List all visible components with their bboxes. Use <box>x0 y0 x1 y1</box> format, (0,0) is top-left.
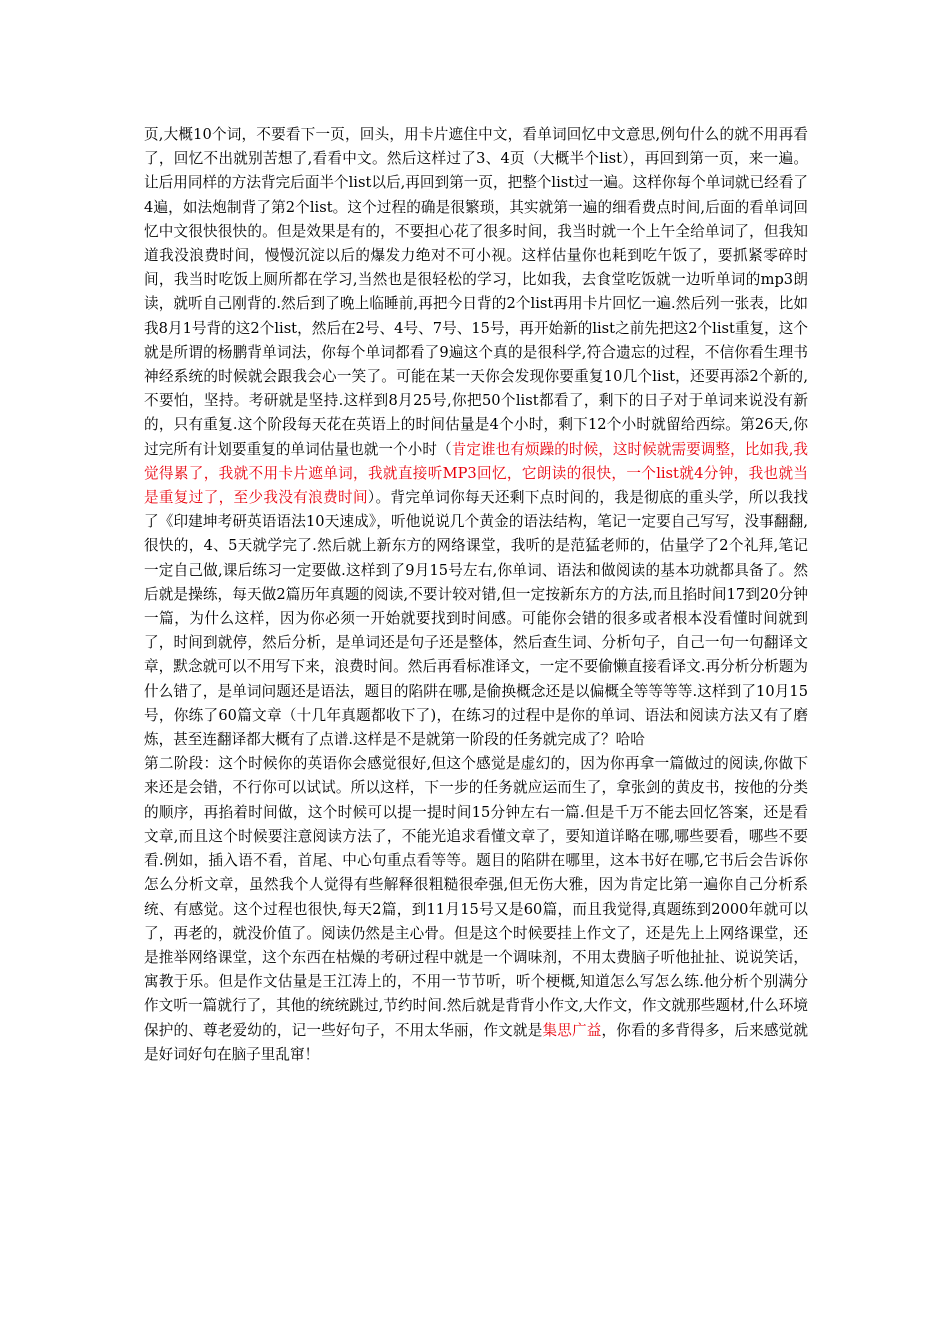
paragraph-text: 页,大概10个词，不要看下一页，回头，用卡片遮住中文，看单词回忆中文意思,例句什么的就不用再看了，回忆不出就别苦想了,看看中文。然后这样过了3、4页（大概半个list），再回到第一页，来一遍。让后用同样的方法背完后面半个list以后,再回到第一页，把整个list过一遍。这样你每个单词就已经看了4遍，如法炮制背了第2个list。这个过程的确是很繁琐，其实就第一遍的细看费点时间,后面的看单词回忆中文很快很快的。但是效果是有的，不要担心花了很多时间，我当时就一个上午全给单词了，但我知道我没浪费时间，慢慢沉淀以后的爆发力绝对不可小视。这样估量你也耗到吃午饭了，要抓紧零碎时间，我当时吃饭上厕所都在学习,当然也是很轻松的学习，比如我，去食堂吃饭就一边听单词的mp3朗读，就听自己刚背的.然后到了晚上临睡前,再把今日背的2个list再用卡片回忆一遍.然后列一张表，比如我8月1号背的这2个list，然后在2号、4号、7号、15号，再开始新的list之前先把这2个list重复，这个就是所谓的杨鹏背单词法，你每个单词都看了9遍这个真的是很科学,符合遗忘的过程，不信你看生理书神经系统的时候就会跟我会心一笑了。可能在某一天你会发现你要重复10几个list，还要再添2个新的,不要怕，坚持。考研就是坚持.这样到8月25号,你把50个list都看了，剩下的日子对于单词来说没有新的，只有重复.这个阶段每天花在英语上的时间估量是4个小时，剩下12个小时就留给西综。第26天,你过完所有计划要重复的单词估量也就一个小时（ <box>144 126 808 458</box>
paragraph-text: 第二阶段：这个时候你的英语你会感觉很好,但这个感觉是虚幻的，因为你再拿一篇做过的阅读,你做下来还是会错，不行你可以试试。所以这样，下一步的任务就应运而生了，拿张剑的黄皮书，按他的分类的顺序，再掐着时间做，这个时候可以提一提时间15分钟左右一篇.但是千万不能去回忆答案，还是看文章,而且这个时候要注意阅读方法了，不能光追求看懂文章了，要知道详略在哪,哪些要看，哪些不要看.例如，插入语不看，首尾、中心句重点看等等。题目的陷阱在哪里，这本书好在哪,它书后会告诉你怎么分析文章，虽然我个人觉得有些解释很粗糙很牵强,但无伤大雅，因为肯定比第一遍你自己分析系统、有感觉。这个过程也很快,每天2篇，到11月15号又是60篇，而且我觉得,真题练到2000年就可以了，再老的，就没价值了。阅读仍然是主心骨。但是这个时候要挂上作文了，还是先上上网络课堂，还是推举网络课堂，这个东西在枯燥的考研过程中就是一个调味剂，不用太费脑子听他扯扯、说说笑话，寓教于乐。但是作文估量是王江涛上的，不用一节节听，听个梗概,知道怎么写怎么练.他分析个别满分作文听一篇就行了，其他的统统跳过,节约时间.然后就是背背小作文,大作文，作文就那些题材,什么环境保护的、尊老爱幼的，记一些好句子，不用太华丽，作文就是 <box>144 755 808 1039</box>
paragraph-stage-one <box>144 123 808 752</box>
paragraph-text: ，你看的多背得多，后来感觉就是好词好句在脑子里乱窜！ <box>144 1021 808 1063</box>
highlighted-phrase: 集思广益 <box>542 1021 602 1039</box>
paragraph-text: ）。背完单词你每天还剩下点时间的，我是彻底的重头学，所以我找了《印建坤考研英语语法10天速成》，听他说说几个黄金的语法结构，笔记一定要自己写写，没事翻翻,很快的，4、5天就学完了.然后就上新东方的网络课堂，我听的是范猛老师的，估量学了2个礼拜,笔记一定自己做,课后练习一定要做.这样到了9月15号左右,你单词、语法和做阅读的基本功就都具备了。然后就是操练，每天做2篇历年真题的阅读,不要计较对错,但一定按新东方的方法,而且掐时间17到20分钟一篇，为什么这样，因为你必须一开始就要找到时间感。可能你会错的很多或者根本没看懂时间就到了，时间到就停，然后分析，是单词还是句子还是整体，然后查生词、分析句子，自己一句一句翻译文章，默念就可以不用写下来，浪费时间。然后再看标准译文，一定不要偷懒直接看译文.再分析分析题为什么错了，是单词问题还是语法，题目的陷阱在哪,是偷换概念还是以偏概全等等等等.这样到了10月15号，你练了60篇文章（十几年真题都收下了)，在练习的过程中是你的单词、语法和阅读方法又有了磨炼，甚至连翻译都大概有了点谱.这样是不是就第一阶段的任务就完成了？哈哈 <box>144 489 808 749</box>
paragraph-stage-two <box>144 752 808 1067</box>
highlighted-note: 肯定谁也有烦躁的时候，这时候就需要调整，比如我,我觉得累了，我就不用卡片遮单词，我就直接听MP3回忆，它朗读的很快，一个list就4分钟，我也就当是重复过了，至少我没有浪费时间 <box>144 440 808 507</box>
document-body <box>144 123 808 1067</box>
